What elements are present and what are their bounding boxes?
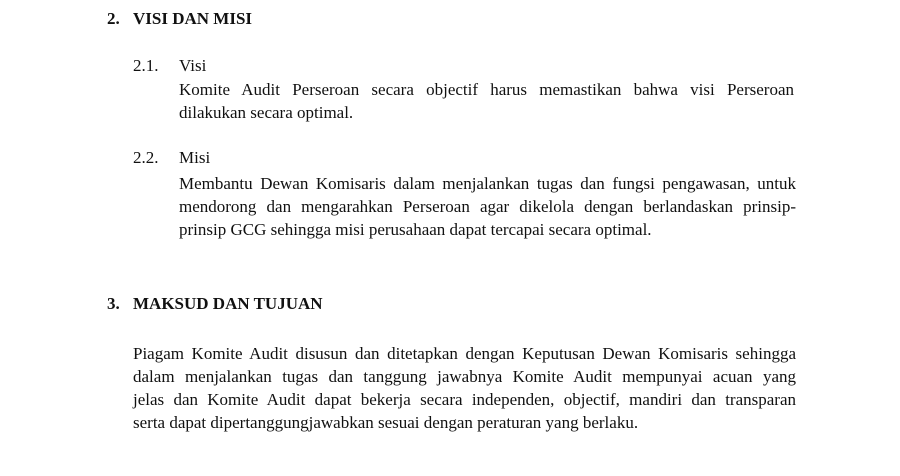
paragraph-line: dilakukan secara optimal.	[179, 103, 354, 122]
subsection-number: 2.2.	[133, 148, 159, 167]
paragraph-line: prinsip GCG sehingga misi perusahaan dapat tercapai secara optimal.	[179, 220, 652, 239]
maksud-tujuan-paragraph	[133, 342, 796, 434]
subsection-title: Misi	[179, 148, 211, 167]
section-number: 2.	[107, 9, 120, 28]
section-title: MAKSUD DAN TUJUAN	[133, 294, 323, 313]
visi-paragraph	[179, 78, 794, 124]
paragraph-line: mendorong dan mengarahkan Perseroan agar dikelola dengan berlandaskan prinsip-	[179, 197, 796, 216]
section-3-heading	[107, 294, 323, 314]
paragraph-line: dalam menjalankan tugas dan tanggung jawabnya Komite Audit mempunyai acuan yang	[133, 367, 796, 386]
paragraph-line: Membantu Dewan Komisaris dalam menjalankan tugas dan fungsi pengawasan, untuk	[179, 174, 796, 193]
subsection-number: 2.1.	[133, 56, 159, 75]
section-number: 3.	[107, 294, 120, 313]
paragraph-line: serta dapat dipertanggungjawabkan sesuai dengan peraturan yang berlaku.	[133, 413, 639, 432]
subsection-2-1-heading	[133, 56, 206, 76]
paragraph-line: Komite Audit Perseroan secara objectif harus memastikan bahwa visi Perseroan	[179, 80, 794, 99]
section-title: VISI DAN MISI	[133, 9, 253, 28]
paragraph-line: Piagam Komite Audit disusun dan ditetapkan dengan Keputusan Dewan Komisaris sehingga	[133, 344, 796, 363]
section-2-heading	[107, 9, 252, 29]
subsection-2-2-heading	[133, 148, 210, 168]
misi-paragraph	[179, 172, 796, 241]
paragraph-line: jelas dan Komite Audit dapat bekerja secara independen, objectif, mandiri dan transparan	[133, 390, 796, 409]
subsection-title: Visi	[179, 56, 207, 75]
